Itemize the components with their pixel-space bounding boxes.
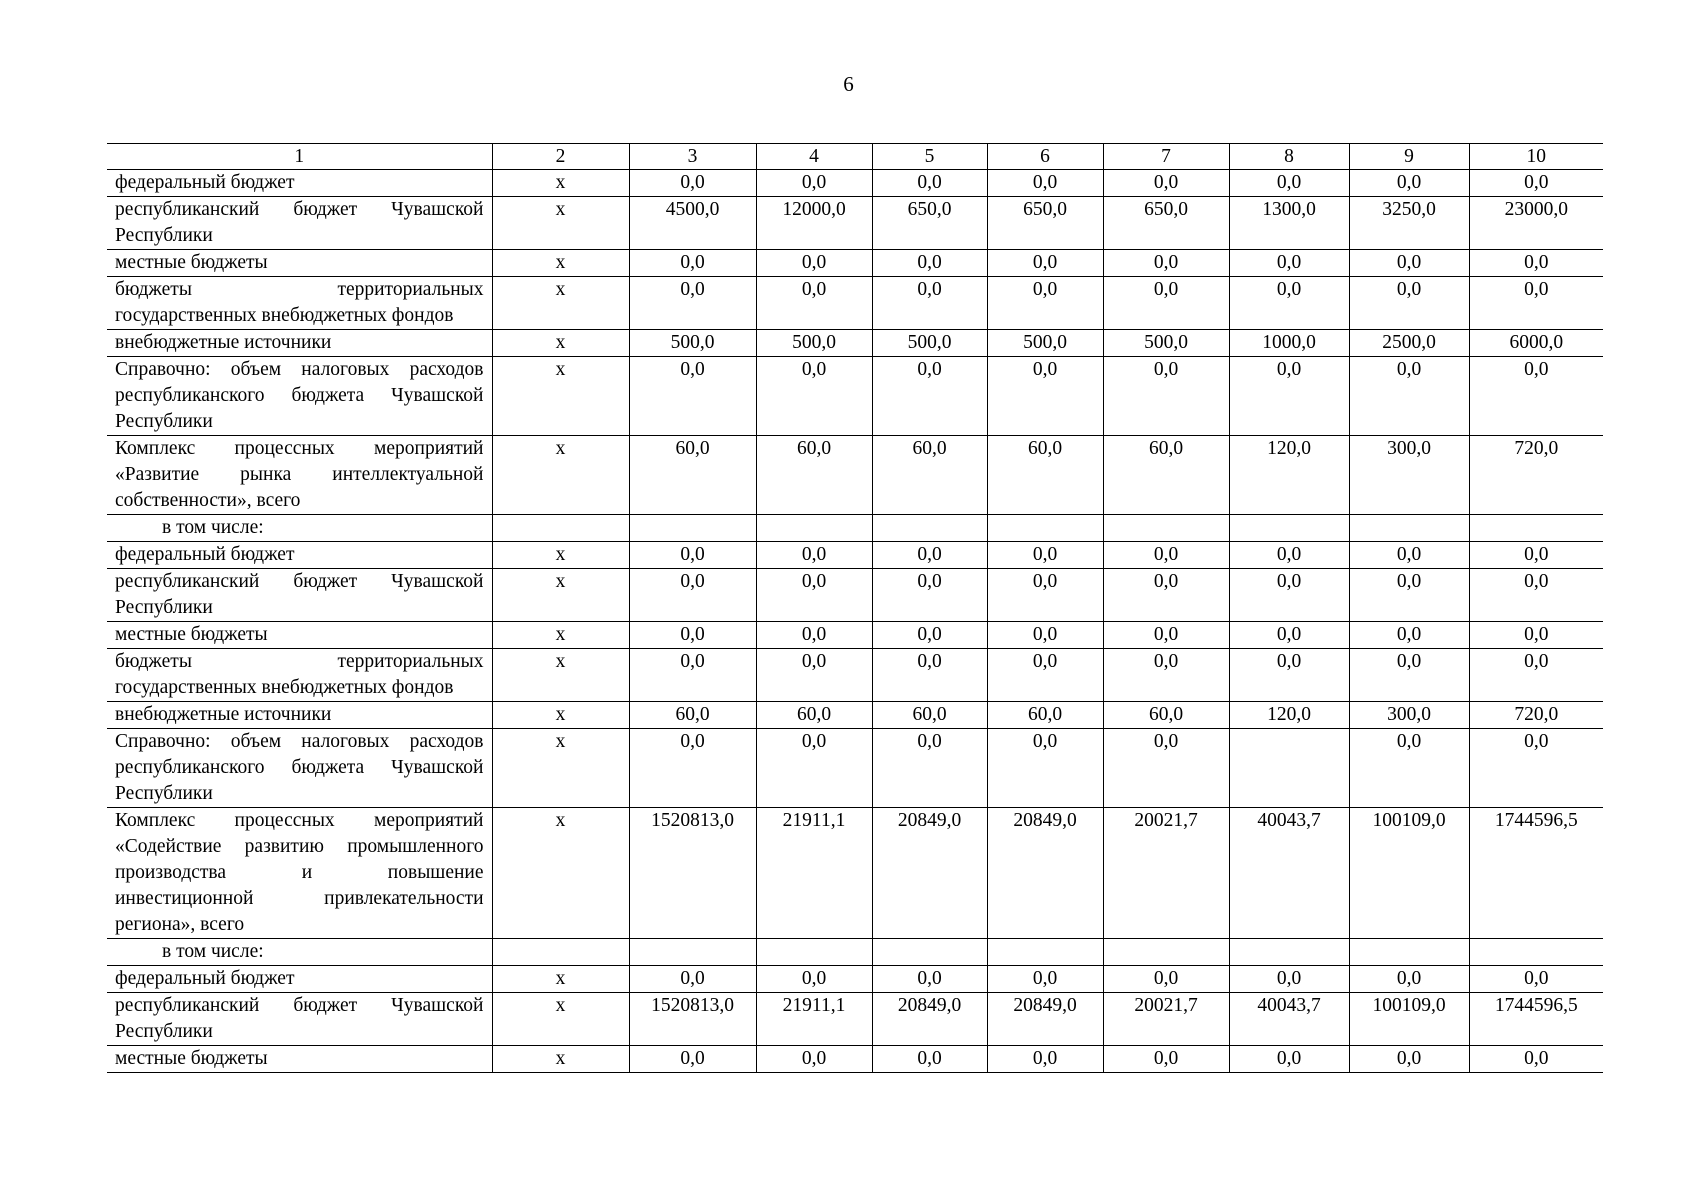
value-cell: 0,0 xyxy=(1349,966,1469,993)
value-cell: 12000,0 xyxy=(756,197,872,250)
value-cell: 0,0 xyxy=(629,170,756,197)
column-number: 1 xyxy=(107,144,492,170)
value-cell xyxy=(1103,515,1229,542)
value-cell: 0,0 xyxy=(1103,622,1229,649)
row-marker xyxy=(492,939,629,966)
value-cell: 0,0 xyxy=(987,277,1103,330)
value-cell: 0,0 xyxy=(872,649,987,702)
value-cell: 100109,0 xyxy=(1349,808,1469,939)
value-cell: 0,0 xyxy=(629,649,756,702)
value-cell: 0,0 xyxy=(1229,277,1349,330)
value-cell: 20849,0 xyxy=(872,993,987,1046)
value-cell: 0,0 xyxy=(872,569,987,622)
row-label: местные бюджеты xyxy=(107,1046,492,1073)
value-cell: 0,0 xyxy=(872,966,987,993)
value-cell: 300,0 xyxy=(1349,702,1469,729)
value-cell: 0,0 xyxy=(1103,357,1229,436)
value-cell xyxy=(1229,939,1349,966)
column-number: 3 xyxy=(629,144,756,170)
row-marker: х xyxy=(492,1046,629,1073)
value-cell: 0,0 xyxy=(1349,622,1469,649)
table-row xyxy=(107,436,1603,515)
value-cell: 60,0 xyxy=(987,702,1103,729)
value-cell: 0,0 xyxy=(1349,729,1469,808)
row-label: федеральный бюджет xyxy=(107,170,492,197)
value-cell: 0,0 xyxy=(987,622,1103,649)
table-row xyxy=(107,170,1603,197)
row-label: Комплекс процессных мероприятий «Развитие рынка интеллектуальной собственности», всего xyxy=(107,436,492,515)
value-cell xyxy=(987,515,1103,542)
value-cell: 1520813,0 xyxy=(629,993,756,1046)
value-cell: 0,0 xyxy=(1229,622,1349,649)
value-cell: 23000,0 xyxy=(1469,197,1603,250)
value-cell: 120,0 xyxy=(1229,702,1349,729)
value-cell xyxy=(987,939,1103,966)
row-marker: х xyxy=(492,170,629,197)
table-row xyxy=(107,542,1603,569)
value-cell: 720,0 xyxy=(1469,702,1603,729)
table-row xyxy=(107,702,1603,729)
row-label: Справочно: объем налоговых расходов республиканского бюджета Чувашской Республики xyxy=(107,357,492,436)
row-label: республиканский бюджет Чувашской Республики xyxy=(107,569,492,622)
value-cell xyxy=(1349,939,1469,966)
value-cell: 0,0 xyxy=(987,170,1103,197)
value-cell: 60,0 xyxy=(987,436,1103,515)
value-cell: 60,0 xyxy=(756,436,872,515)
table-row xyxy=(107,729,1603,808)
value-cell: 650,0 xyxy=(872,197,987,250)
value-cell: 0,0 xyxy=(1349,1046,1469,1073)
row-label: Комплекс процессных мероприятий «Содействие развитию промышленного производства и повышение инвестиционной привлекательности региона», всего xyxy=(107,808,492,939)
table-row xyxy=(107,250,1603,277)
value-cell: 0,0 xyxy=(1229,170,1349,197)
value-cell xyxy=(1469,515,1603,542)
value-cell xyxy=(756,939,872,966)
value-cell: 2500,0 xyxy=(1349,330,1469,357)
table-row xyxy=(107,649,1603,702)
value-cell: 4500,0 xyxy=(629,197,756,250)
value-cell: 650,0 xyxy=(1103,197,1229,250)
value-cell: 0,0 xyxy=(1103,277,1229,330)
value-cell: 0,0 xyxy=(756,250,872,277)
value-cell: 40043,7 xyxy=(1229,808,1349,939)
table-row xyxy=(107,515,1603,542)
row-marker: х xyxy=(492,966,629,993)
value-cell: 0,0 xyxy=(1349,277,1469,330)
value-cell: 0,0 xyxy=(756,170,872,197)
value-cell: 500,0 xyxy=(987,330,1103,357)
value-cell: 0,0 xyxy=(1229,569,1349,622)
value-cell: 720,0 xyxy=(1469,436,1603,515)
value-cell: 0,0 xyxy=(1229,1046,1349,1073)
value-cell: 0,0 xyxy=(1349,357,1469,436)
column-number: 2 xyxy=(492,144,629,170)
value-cell: 0,0 xyxy=(629,966,756,993)
table-row xyxy=(107,966,1603,993)
row-marker: х xyxy=(492,330,629,357)
value-cell: 0,0 xyxy=(872,729,987,808)
value-cell xyxy=(872,515,987,542)
value-cell: 0,0 xyxy=(629,277,756,330)
value-cell: 0,0 xyxy=(1103,966,1229,993)
row-marker: х xyxy=(492,808,629,939)
value-cell: 40043,7 xyxy=(1229,993,1349,1046)
row-marker: х xyxy=(492,993,629,1046)
value-cell: 0,0 xyxy=(1103,542,1229,569)
value-cell: 60,0 xyxy=(1103,436,1229,515)
value-cell: 60,0 xyxy=(1103,702,1229,729)
value-cell: 20849,0 xyxy=(987,993,1103,1046)
row-label: республиканский бюджет Чувашской Республики xyxy=(107,197,492,250)
value-cell: 0,0 xyxy=(872,622,987,649)
value-cell: 60,0 xyxy=(756,702,872,729)
value-cell: 0,0 xyxy=(872,277,987,330)
table-row xyxy=(107,808,1603,939)
row-label: федеральный бюджет xyxy=(107,542,492,569)
value-cell: 0,0 xyxy=(756,622,872,649)
value-cell: 500,0 xyxy=(629,330,756,357)
row-marker: х xyxy=(492,702,629,729)
row-marker xyxy=(492,515,629,542)
value-cell xyxy=(872,939,987,966)
row-label: бюджеты территориальных государственных внебюджетных фондов xyxy=(107,649,492,702)
row-marker: х xyxy=(492,649,629,702)
value-cell: 0,0 xyxy=(756,357,872,436)
row-label: в том числе: xyxy=(107,939,492,966)
value-cell: 120,0 xyxy=(1229,436,1349,515)
table-row xyxy=(107,357,1603,436)
value-cell: 0,0 xyxy=(1349,250,1469,277)
value-cell: 500,0 xyxy=(872,330,987,357)
table-row xyxy=(107,277,1603,330)
value-cell: 0,0 xyxy=(872,250,987,277)
row-marker: х xyxy=(492,436,629,515)
value-cell: 0,0 xyxy=(1229,250,1349,277)
value-cell: 0,0 xyxy=(987,649,1103,702)
row-label: внебюджетные источники xyxy=(107,330,492,357)
value-cell: 0,0 xyxy=(629,569,756,622)
value-cell xyxy=(756,515,872,542)
value-cell: 0,0 xyxy=(756,542,872,569)
row-marker: х xyxy=(492,542,629,569)
value-cell xyxy=(1229,515,1349,542)
value-cell: 0,0 xyxy=(1349,569,1469,622)
table-row xyxy=(107,1046,1603,1073)
column-number: 4 xyxy=(756,144,872,170)
column-number: 10 xyxy=(1469,144,1603,170)
value-cell: 1000,0 xyxy=(1229,330,1349,357)
value-cell: 3250,0 xyxy=(1349,197,1469,250)
value-cell: 1300,0 xyxy=(1229,197,1349,250)
row-label: бюджеты территориальных государственных внебюджетных фондов xyxy=(107,277,492,330)
value-cell: 500,0 xyxy=(756,330,872,357)
value-cell: 0,0 xyxy=(987,966,1103,993)
value-cell: 1520813,0 xyxy=(629,808,756,939)
value-cell: 300,0 xyxy=(1349,436,1469,515)
value-cell: 0,0 xyxy=(756,729,872,808)
column-number: 7 xyxy=(1103,144,1229,170)
value-cell: 0,0 xyxy=(1469,622,1603,649)
value-cell: 0,0 xyxy=(872,170,987,197)
value-cell: 20849,0 xyxy=(872,808,987,939)
value-cell: 0,0 xyxy=(629,622,756,649)
column-number: 5 xyxy=(872,144,987,170)
value-cell: 0,0 xyxy=(987,357,1103,436)
value-cell: 0,0 xyxy=(1103,569,1229,622)
value-cell: 0,0 xyxy=(1469,170,1603,197)
value-cell: 60,0 xyxy=(872,436,987,515)
value-cell xyxy=(629,515,756,542)
value-cell: 0,0 xyxy=(1229,357,1349,436)
column-number: 9 xyxy=(1349,144,1469,170)
value-cell: 20849,0 xyxy=(987,808,1103,939)
value-cell: 0,0 xyxy=(1469,569,1603,622)
value-cell: 500,0 xyxy=(1103,330,1229,357)
value-cell: 0,0 xyxy=(756,277,872,330)
value-cell: 0,0 xyxy=(1469,277,1603,330)
value-cell: 0,0 xyxy=(1349,649,1469,702)
value-cell xyxy=(1229,729,1349,808)
table-row xyxy=(107,330,1603,357)
value-cell: 0,0 xyxy=(987,250,1103,277)
value-cell: 0,0 xyxy=(629,357,756,436)
row-label: федеральный бюджет xyxy=(107,966,492,993)
value-cell: 0,0 xyxy=(1469,357,1603,436)
value-cell: 0,0 xyxy=(1103,1046,1229,1073)
value-cell: 0,0 xyxy=(756,966,872,993)
row-label: местные бюджеты xyxy=(107,250,492,277)
value-cell: 0,0 xyxy=(1469,1046,1603,1073)
value-cell: 1744596,5 xyxy=(1469,993,1603,1046)
value-cell: 0,0 xyxy=(1229,649,1349,702)
value-cell: 1744596,5 xyxy=(1469,808,1603,939)
table-body xyxy=(107,144,1603,1073)
value-cell: 0,0 xyxy=(1469,649,1603,702)
value-cell: 0,0 xyxy=(629,542,756,569)
row-label: местные бюджеты xyxy=(107,622,492,649)
value-cell: 0,0 xyxy=(1229,542,1349,569)
row-marker: х xyxy=(492,197,629,250)
table-row xyxy=(107,569,1603,622)
page-number: 6 xyxy=(843,72,854,96)
table-row xyxy=(107,993,1603,1046)
value-cell: 0,0 xyxy=(756,1046,872,1073)
row-label: Справочно: объем налоговых расходов республиканского бюджета Чувашской Республики xyxy=(107,729,492,808)
row-marker: х xyxy=(492,357,629,436)
table-row xyxy=(107,622,1603,649)
value-cell: 0,0 xyxy=(987,542,1103,569)
value-cell: 0,0 xyxy=(1103,729,1229,808)
budget-table xyxy=(107,143,1603,1073)
value-cell: 0,0 xyxy=(872,542,987,569)
value-cell: 20021,7 xyxy=(1103,993,1229,1046)
value-cell: 0,0 xyxy=(1469,542,1603,569)
value-cell: 60,0 xyxy=(872,702,987,729)
value-cell: 60,0 xyxy=(629,436,756,515)
value-cell: 0,0 xyxy=(1469,729,1603,808)
value-cell: 0,0 xyxy=(1469,966,1603,993)
value-cell: 0,0 xyxy=(1103,250,1229,277)
value-cell xyxy=(1469,939,1603,966)
value-cell: 0,0 xyxy=(1229,966,1349,993)
column-number: 8 xyxy=(1229,144,1349,170)
value-cell: 60,0 xyxy=(629,702,756,729)
table-row xyxy=(107,939,1603,966)
header-row xyxy=(107,144,1603,170)
table-row xyxy=(107,197,1603,250)
value-cell: 0,0 xyxy=(756,649,872,702)
value-cell: 0,0 xyxy=(987,729,1103,808)
value-cell: 20021,7 xyxy=(1103,808,1229,939)
value-cell xyxy=(1349,515,1469,542)
value-cell: 21911,1 xyxy=(756,993,872,1046)
value-cell: 0,0 xyxy=(987,569,1103,622)
row-marker: х xyxy=(492,569,629,622)
value-cell: 0,0 xyxy=(1103,649,1229,702)
row-marker: х xyxy=(492,277,629,330)
value-cell: 0,0 xyxy=(629,1046,756,1073)
value-cell: 6000,0 xyxy=(1469,330,1603,357)
value-cell: 0,0 xyxy=(756,569,872,622)
value-cell: 0,0 xyxy=(1349,170,1469,197)
row-label: внебюджетные источники xyxy=(107,702,492,729)
row-marker: х xyxy=(492,729,629,808)
value-cell: 0,0 xyxy=(629,729,756,808)
value-cell: 0,0 xyxy=(872,1046,987,1073)
value-cell: 0,0 xyxy=(629,250,756,277)
row-marker: х xyxy=(492,250,629,277)
value-cell: 21911,1 xyxy=(756,808,872,939)
value-cell: 0,0 xyxy=(987,1046,1103,1073)
value-cell: 0,0 xyxy=(1349,542,1469,569)
row-marker: х xyxy=(492,622,629,649)
value-cell: 0,0 xyxy=(1469,250,1603,277)
row-label: республиканский бюджет Чувашской Республики xyxy=(107,993,492,1046)
column-number: 6 xyxy=(987,144,1103,170)
value-cell: 100109,0 xyxy=(1349,993,1469,1046)
value-cell: 0,0 xyxy=(872,357,987,436)
value-cell xyxy=(1103,939,1229,966)
value-cell: 650,0 xyxy=(987,197,1103,250)
row-label: в том числе: xyxy=(107,515,492,542)
value-cell xyxy=(629,939,756,966)
value-cell: 0,0 xyxy=(1103,170,1229,197)
